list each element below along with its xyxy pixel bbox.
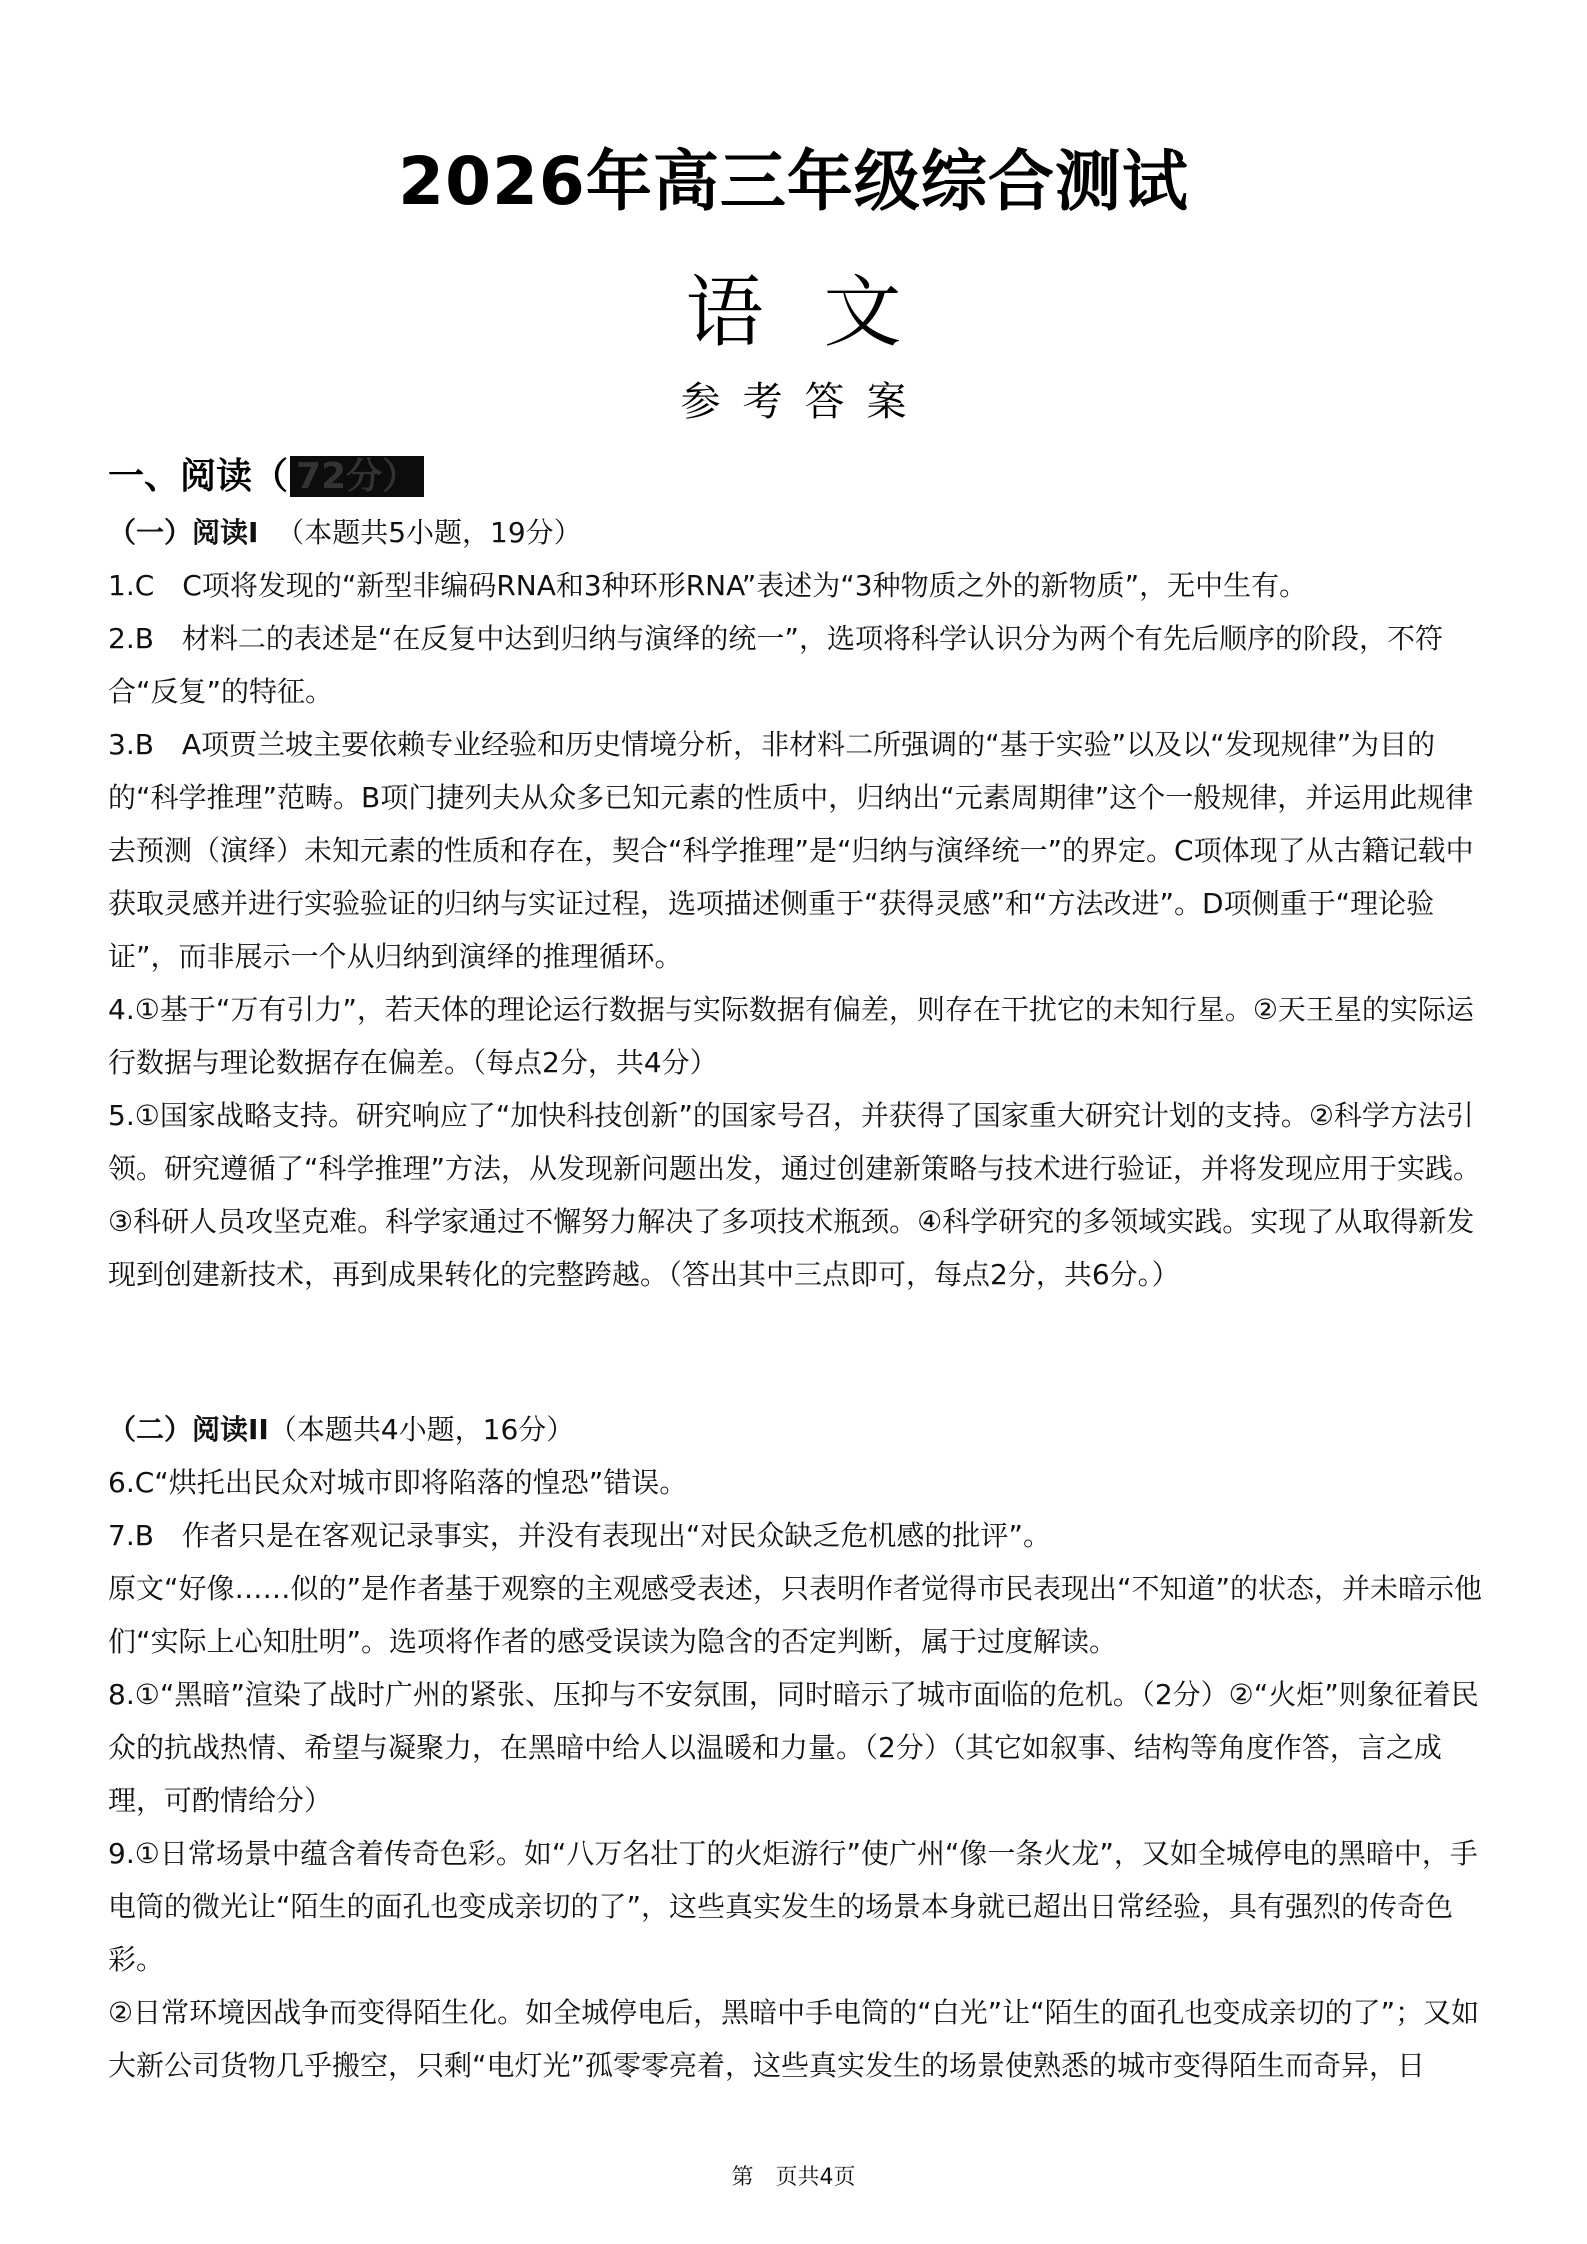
part1-label: （一）阅读I [108,516,259,549]
answer-item: ②日常环境因战争而变得陌生化。如全城停电后，黑暗中手电筒的“白光”让“陌生的面孔也变成亲切的了”；又如大新公司货物几乎搬空，只剩“电灯光”孤零零亮着，这些真实发生的场景使熟悉的城市变得陌生而奇异，日 [108,1996,1480,2082]
section-label: 一、阅读（ [108,456,289,497]
part1-info: （本题共5小题，19分） [276,516,582,549]
spacer [108,1301,1490,1403]
subject-title: 语文 [685,268,962,358]
answer-key-title: 参考答案 [680,379,929,425]
answer-content [108,506,1490,2092]
section-heading [108,448,424,499]
part2-heading [108,1403,1490,1456]
footer-page-total: 页共4页 [775,2165,856,2190]
answer-item: 3.B A项贾兰坡主要依赖专业经验和历史情境分析，非材料二所强调的“基于实验”以及以“发现规律”为目的的“科学推理”范畴。B项门捷列夫从众多已知元素的性质中，归纳出“元素周期律”这个一般规律，并运用此规律去预测（演绎）未知元素的性质和存在，契合“科学推理”是“归纳与演绎统一”的界定。C项体现了从古籍记载中获取灵感并进行实验验证的归纳与实证过程，选项描述侧重于“获得灵感”和“方法改进”。D项侧重于“理论验证”，而非展示一个从归纳到演绎的推理循环。 [108,728,1474,973]
answer-item: 4.①基于“万有引力”，若天体的理论运行数据与实际数据有偏差，则存在干扰它的未知行星。②天王星的实际运行数据与理论数据存在偏差。（每点2分，共4分） [108,993,1474,1079]
answer-item: 6.C“烘托出民众对城市即将陷落的惶恐”错误。 [108,1466,688,1499]
answer-item: 7.B 作者只是在客观记录事实，并没有表现出“对民众缺乏危机感的批评”。 [108,1519,1051,1552]
redacted-score: 72分） [290,456,424,497]
answer-item: 8.①“黑暗”渲染了战时广州的紧张、压抑与不安氛围，同时暗示了城市面临的危机。（2分）②“火炬”则象征着民众的抗战热情、希望与凝聚力，在黑暗中给人以温暖和力量。（2分）（其它如叙事、结构等角度作答，言之成理，可酌情给分） [108,1678,1479,1817]
page-footer [0,2160,1587,2191]
part1-heading [108,506,1490,559]
answer-item: 2.B 材料二的表述是“在反复中达到归纳与演绎的统一”，选项将科学认识分为两个有先后顺序的阶段，不符合“反复”的特征。 [108,622,1443,708]
exam-title: 2026年高三年级综合测试 [398,143,1189,220]
answer-item: 1.C C项将发现的“新型非编码RNA和3种环形RNA”表述为“3种物质之外的新物质”，无中生有。 [108,569,1308,602]
answer-item: 原文“好像……似的”是作者基于观察的主观感受表述，只表明作者觉得市民表现出“不知道”的状态，并未暗示他们“实际上心知肚明”。选项将作者的感受误读为隐含的否定判断，属于过度解读。 [108,1572,1483,1658]
footer-page-prefix: 第 [731,2165,754,2190]
part2-label: （二）阅读II [108,1413,269,1446]
answer-item: 5.①国家战略支持。研究响应了“加快科技创新”的国家号召，并获得了国家重大研究计划的支持。②科学方法引领。研究遵循了“科学推理”方法，从发现新问题出发，通过创建新策略与技术进行验证，并将发现应用于实践。③科研人员攻坚克难。科学家通过不懈努力解决了多项技术瓶颈。④科学研究的多领域实践。实现了从取得新发现到创建新技术，再到成果转化的完整跨越。（答出其中三点即可，每点2分，共6分。） [108,1099,1482,1291]
part2-info: （本题共4小题，16分） [268,1413,575,1446]
answer-item: 9.①日常场景中蕴含着传奇色彩。如“八万名壮丁的火炬游行”使广州“像一条火龙”，又如全城停电的黑暗中，手电筒的微光让“陌生的面孔也变成亲切的了”，这些真实发生的场景本身就已超出日常经验，具有强烈的传奇色彩。 [108,1837,1478,1976]
